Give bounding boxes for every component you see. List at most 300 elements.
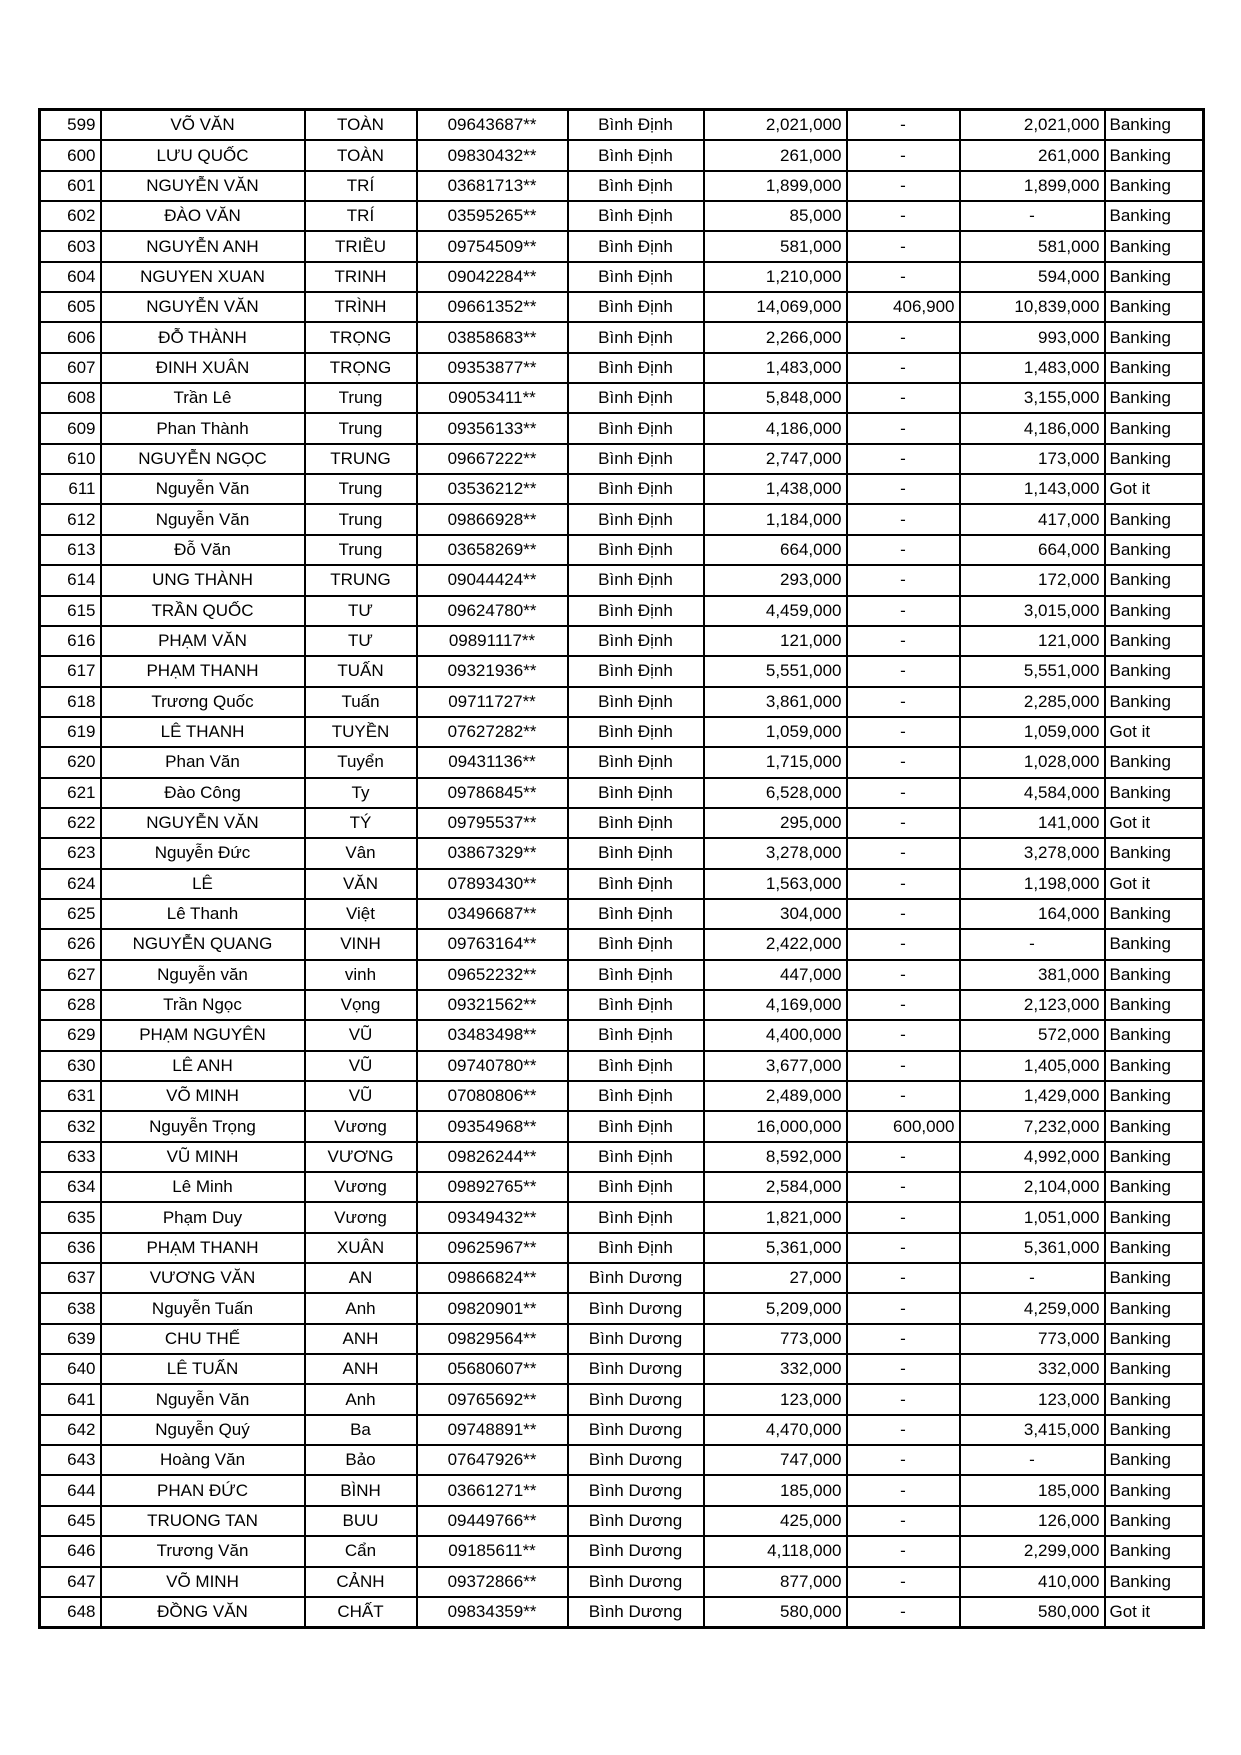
row-number-cell: 631 xyxy=(40,1081,101,1111)
table-row xyxy=(40,535,1204,565)
province-cell: Bình Định xyxy=(568,1111,704,1141)
amount-deduct-cell: - xyxy=(847,1475,960,1505)
phone-cell: 09643687** xyxy=(417,110,568,141)
first-name-cell: Anh xyxy=(305,1293,417,1323)
province-cell: Bình Dương xyxy=(568,1415,704,1445)
status-cell: Got it xyxy=(1105,474,1204,504)
status-cell: Banking xyxy=(1105,444,1204,474)
province-cell: Bình Định xyxy=(568,869,704,899)
amount-total-cell: 447,000 xyxy=(704,960,847,990)
table-row xyxy=(40,1263,1204,1293)
amount-total-cell: 4,169,000 xyxy=(704,990,847,1020)
phone-cell: 09711727** xyxy=(417,687,568,717)
phone-cell: 03661271** xyxy=(417,1475,568,1505)
amount-paid-cell: 664,000 xyxy=(960,535,1105,565)
amount-paid-cell: 1,143,000 xyxy=(960,474,1105,504)
phone-cell: 07080806** xyxy=(417,1081,568,1111)
phone-cell: 09372866** xyxy=(417,1567,568,1597)
amount-total-cell: 16,000,000 xyxy=(704,1111,847,1141)
amount-paid-cell: 332,000 xyxy=(960,1354,1105,1384)
table-row xyxy=(40,110,1204,141)
table-row xyxy=(40,778,1204,808)
amount-paid-cell: 580,000 xyxy=(960,1597,1105,1628)
amount-deduct-cell: - xyxy=(847,838,960,868)
amount-paid-cell: - xyxy=(960,201,1105,231)
last-name-cell: NGUYỄN ANH xyxy=(101,231,305,261)
amount-deduct-cell: - xyxy=(847,1172,960,1202)
row-number-cell: 647 xyxy=(40,1567,101,1597)
phone-cell: 07627282** xyxy=(417,717,568,747)
phone-cell: 09748891** xyxy=(417,1415,568,1445)
status-cell: Banking xyxy=(1105,262,1204,292)
first-name-cell: VƯƠNG xyxy=(305,1142,417,1172)
last-name-cell: NGUYỄN VĂN xyxy=(101,292,305,322)
last-name-cell: VÕ VĂN xyxy=(101,110,305,141)
province-cell: Bình Định xyxy=(568,383,704,413)
status-cell: Banking xyxy=(1105,1202,1204,1232)
last-name-cell: LÊ TUẤN xyxy=(101,1354,305,1384)
amount-deduct-cell: - xyxy=(847,1415,960,1445)
phone-cell: 09431136** xyxy=(417,747,568,777)
phone-cell: 09321936** xyxy=(417,656,568,686)
amount-paid-cell: 417,000 xyxy=(960,504,1105,534)
amount-deduct-cell: - xyxy=(847,1202,960,1232)
amount-paid-cell: 1,429,000 xyxy=(960,1081,1105,1111)
last-name-cell: Nguyễn văn xyxy=(101,960,305,990)
amount-total-cell: 1,899,000 xyxy=(704,171,847,201)
row-number-cell: 619 xyxy=(40,717,101,747)
status-cell: Banking xyxy=(1105,1293,1204,1323)
status-cell: Banking xyxy=(1105,1384,1204,1414)
amount-total-cell: 85,000 xyxy=(704,201,847,231)
amount-paid-cell: 993,000 xyxy=(960,322,1105,352)
amount-paid-cell: 164,000 xyxy=(960,899,1105,929)
first-name-cell: Tuyển xyxy=(305,747,417,777)
amount-total-cell: 877,000 xyxy=(704,1567,847,1597)
amount-deduct-cell: - xyxy=(847,929,960,959)
table-row xyxy=(40,444,1204,474)
row-number-cell: 601 xyxy=(40,171,101,201)
amount-total-cell: 1,210,000 xyxy=(704,262,847,292)
amount-total-cell: 5,848,000 xyxy=(704,383,847,413)
first-name-cell: TRINH xyxy=(305,262,417,292)
amount-total-cell: 121,000 xyxy=(704,626,847,656)
amount-total-cell: 4,400,000 xyxy=(704,1020,847,1050)
amount-paid-cell: 4,186,000 xyxy=(960,413,1105,443)
table-row xyxy=(40,869,1204,899)
row-number-cell: 622 xyxy=(40,808,101,838)
amount-deduct-cell: - xyxy=(847,1597,960,1628)
first-name-cell: Cẩn xyxy=(305,1536,417,1566)
province-cell: Bình Định xyxy=(568,899,704,929)
last-name-cell: CHU THẾ xyxy=(101,1324,305,1354)
last-name-cell: Nguyễn Văn xyxy=(101,474,305,504)
table-row xyxy=(40,808,1204,838)
amount-deduct-cell: - xyxy=(847,1324,960,1354)
table-row xyxy=(40,596,1204,626)
last-name-cell: PHẠM THANH xyxy=(101,656,305,686)
amount-deduct-cell: - xyxy=(847,474,960,504)
amount-deduct-cell: - xyxy=(847,353,960,383)
table-row xyxy=(40,960,1204,990)
amount-paid-cell: 1,051,000 xyxy=(960,1202,1105,1232)
province-cell: Bình Định xyxy=(568,565,704,595)
amount-deduct-cell: - xyxy=(847,1081,960,1111)
table-row xyxy=(40,1324,1204,1354)
amount-paid-cell: 1,405,000 xyxy=(960,1051,1105,1081)
row-number-cell: 642 xyxy=(40,1415,101,1445)
province-cell: Bình Định xyxy=(568,717,704,747)
first-name-cell: CẢNH xyxy=(305,1567,417,1597)
row-number-cell: 635 xyxy=(40,1202,101,1232)
table-row xyxy=(40,1384,1204,1414)
amount-total-cell: 2,021,000 xyxy=(704,110,847,141)
amount-total-cell: 6,528,000 xyxy=(704,778,847,808)
table-row xyxy=(40,383,1204,413)
table-row xyxy=(40,1081,1204,1111)
province-cell: Bình Định xyxy=(568,231,704,261)
table-row xyxy=(40,353,1204,383)
last-name-cell: VƯƠNG VĂN xyxy=(101,1263,305,1293)
status-cell: Banking xyxy=(1105,838,1204,868)
first-name-cell: Vọng xyxy=(305,990,417,1020)
status-cell: Banking xyxy=(1105,1051,1204,1081)
amount-deduct-cell: - xyxy=(847,322,960,352)
first-name-cell: TRÍ xyxy=(305,201,417,231)
amount-total-cell: 2,584,000 xyxy=(704,1172,847,1202)
first-name-cell: VINH xyxy=(305,929,417,959)
province-cell: Bình Định xyxy=(568,808,704,838)
last-name-cell: TRUONG TAN xyxy=(101,1506,305,1536)
province-cell: Bình Dương xyxy=(568,1354,704,1384)
row-number-cell: 610 xyxy=(40,444,101,474)
amount-deduct-cell: - xyxy=(847,869,960,899)
phone-cell: 09830432** xyxy=(417,140,568,170)
row-number-cell: 607 xyxy=(40,353,101,383)
amount-paid-cell: 2,123,000 xyxy=(960,990,1105,1020)
last-name-cell: ĐÀO VĂN xyxy=(101,201,305,231)
amount-paid-cell: - xyxy=(960,1445,1105,1475)
table-row xyxy=(40,474,1204,504)
table-row xyxy=(40,292,1204,322)
amount-total-cell: 1,821,000 xyxy=(704,1202,847,1232)
last-name-cell: ĐỖ THÀNH xyxy=(101,322,305,352)
row-number-cell: 625 xyxy=(40,899,101,929)
province-cell: Bình Dương xyxy=(568,1597,704,1628)
phone-cell: 09765692** xyxy=(417,1384,568,1414)
row-number-cell: 615 xyxy=(40,596,101,626)
first-name-cell: TRUNG xyxy=(305,565,417,595)
row-number-cell: 618 xyxy=(40,687,101,717)
amount-deduct-cell: - xyxy=(847,1536,960,1566)
status-cell: Banking xyxy=(1105,960,1204,990)
row-number-cell: 646 xyxy=(40,1536,101,1566)
first-name-cell: TRÌNH xyxy=(305,292,417,322)
province-cell: Bình Định xyxy=(568,990,704,1020)
phone-cell: 09349432** xyxy=(417,1202,568,1232)
first-name-cell: Ty xyxy=(305,778,417,808)
status-cell: Banking xyxy=(1105,322,1204,352)
row-number-cell: 637 xyxy=(40,1263,101,1293)
table-row xyxy=(40,899,1204,929)
province-cell: Bình Định xyxy=(568,1233,704,1263)
amount-deduct-cell: - xyxy=(847,140,960,170)
phone-cell: 09892765** xyxy=(417,1172,568,1202)
last-name-cell: VÕ MINH xyxy=(101,1081,305,1111)
status-cell: Banking xyxy=(1105,596,1204,626)
last-name-cell: VŨ MINH xyxy=(101,1142,305,1172)
first-name-cell: Vương xyxy=(305,1202,417,1232)
phone-cell: 09044424** xyxy=(417,565,568,595)
last-name-cell: PHẠM VĂN xyxy=(101,626,305,656)
row-number-cell: 623 xyxy=(40,838,101,868)
first-name-cell: TOÀN xyxy=(305,110,417,141)
status-cell: Banking xyxy=(1105,1475,1204,1505)
last-name-cell: Phan Văn xyxy=(101,747,305,777)
last-name-cell: TRẦN QUỐC xyxy=(101,596,305,626)
province-cell: Bình Định xyxy=(568,929,704,959)
amount-deduct-cell: - xyxy=(847,626,960,656)
phone-cell: 09354968** xyxy=(417,1111,568,1141)
amount-deduct-cell: - xyxy=(847,1384,960,1414)
amount-total-cell: 27,000 xyxy=(704,1263,847,1293)
table-row xyxy=(40,990,1204,1020)
phone-cell: 09042284** xyxy=(417,262,568,292)
province-cell: Bình Dương xyxy=(568,1324,704,1354)
province-cell: Bình Dương xyxy=(568,1445,704,1475)
last-name-cell: Nguyễn Văn xyxy=(101,1384,305,1414)
row-number-cell: 624 xyxy=(40,869,101,899)
table-row xyxy=(40,1567,1204,1597)
first-name-cell: Vương xyxy=(305,1111,417,1141)
amount-total-cell: 4,186,000 xyxy=(704,413,847,443)
amount-deduct-cell: - xyxy=(847,444,960,474)
amount-total-cell: 1,059,000 xyxy=(704,717,847,747)
amount-total-cell: 332,000 xyxy=(704,1354,847,1384)
amount-paid-cell: 4,259,000 xyxy=(960,1293,1105,1323)
amount-total-cell: 8,592,000 xyxy=(704,1142,847,1172)
phone-cell: 03858683** xyxy=(417,322,568,352)
table-row xyxy=(40,201,1204,231)
status-cell: Got it xyxy=(1105,808,1204,838)
amount-paid-cell: 5,361,000 xyxy=(960,1233,1105,1263)
last-name-cell: Lê Thanh xyxy=(101,899,305,929)
table-body xyxy=(40,110,1204,1628)
first-name-cell: AN xyxy=(305,1263,417,1293)
row-number-cell: 629 xyxy=(40,1020,101,1050)
first-name-cell: TRỌNG xyxy=(305,322,417,352)
province-cell: Bình Dương xyxy=(568,1293,704,1323)
phone-cell: 03536212** xyxy=(417,474,568,504)
table-row xyxy=(40,1445,1204,1475)
row-number-cell: 604 xyxy=(40,262,101,292)
status-cell: Banking xyxy=(1105,687,1204,717)
province-cell: Bình Định xyxy=(568,262,704,292)
province-cell: Bình Định xyxy=(568,838,704,868)
phone-cell: 09185611** xyxy=(417,1536,568,1566)
amount-paid-cell: - xyxy=(960,1263,1105,1293)
amount-total-cell: 4,459,000 xyxy=(704,596,847,626)
first-name-cell: TƯ xyxy=(305,626,417,656)
status-cell: Banking xyxy=(1105,1263,1204,1293)
first-name-cell: TRIỀU xyxy=(305,231,417,261)
row-number-cell: 602 xyxy=(40,201,101,231)
row-number-cell: 621 xyxy=(40,778,101,808)
status-cell: Banking xyxy=(1105,201,1204,231)
row-number-cell: 648 xyxy=(40,1597,101,1628)
phone-cell: 09826244** xyxy=(417,1142,568,1172)
status-cell: Banking xyxy=(1105,1111,1204,1141)
amount-paid-cell: 1,059,000 xyxy=(960,717,1105,747)
phone-cell: 03483498** xyxy=(417,1020,568,1050)
table-row xyxy=(40,838,1204,868)
table-row xyxy=(40,565,1204,595)
first-name-cell: TUẤN xyxy=(305,656,417,686)
row-number-cell: 608 xyxy=(40,383,101,413)
first-name-cell: vinh xyxy=(305,960,417,990)
last-name-cell: UNG THÀNH xyxy=(101,565,305,595)
province-cell: Bình Dương xyxy=(568,1475,704,1505)
province-cell: Bình Định xyxy=(568,1081,704,1111)
amount-total-cell: 295,000 xyxy=(704,808,847,838)
phone-cell: 09820901** xyxy=(417,1293,568,1323)
amount-total-cell: 2,489,000 xyxy=(704,1081,847,1111)
first-name-cell: Trung xyxy=(305,474,417,504)
table-row xyxy=(40,1142,1204,1172)
first-name-cell: CHẤT xyxy=(305,1597,417,1628)
amount-paid-cell: 572,000 xyxy=(960,1020,1105,1050)
row-number-cell: 634 xyxy=(40,1172,101,1202)
amount-deduct-cell: 406,900 xyxy=(847,292,960,322)
province-cell: Bình Dương xyxy=(568,1536,704,1566)
amount-deduct-cell: - xyxy=(847,1142,960,1172)
first-name-cell: TRÍ xyxy=(305,171,417,201)
last-name-cell: NGUYỄN VĂN xyxy=(101,171,305,201)
first-name-cell: Anh xyxy=(305,1384,417,1414)
amount-deduct-cell: - xyxy=(847,656,960,686)
last-name-cell: Trương Quốc xyxy=(101,687,305,717)
last-name-cell: ĐỒNG VĂN xyxy=(101,1597,305,1628)
first-name-cell: Bảo xyxy=(305,1445,417,1475)
phone-cell: 09449766** xyxy=(417,1506,568,1536)
amount-paid-cell: 2,104,000 xyxy=(960,1172,1105,1202)
table-row xyxy=(40,504,1204,534)
last-name-cell: VÕ MINH xyxy=(101,1567,305,1597)
amount-paid-cell: 172,000 xyxy=(960,565,1105,595)
last-name-cell: NGUYỄN VĂN xyxy=(101,808,305,838)
phone-cell: 07647926** xyxy=(417,1445,568,1475)
amount-total-cell: 3,677,000 xyxy=(704,1051,847,1081)
row-number-cell: 605 xyxy=(40,292,101,322)
amount-paid-cell: 581,000 xyxy=(960,231,1105,261)
amount-paid-cell: 1,198,000 xyxy=(960,869,1105,899)
first-name-cell: VŨ xyxy=(305,1081,417,1111)
province-cell: Bình Định xyxy=(568,171,704,201)
table-row xyxy=(40,1233,1204,1263)
amount-paid-cell: 141,000 xyxy=(960,808,1105,838)
status-cell: Banking xyxy=(1105,1081,1204,1111)
amount-deduct-cell: - xyxy=(847,808,960,838)
status-cell: Banking xyxy=(1105,353,1204,383)
first-name-cell: TRỌNG xyxy=(305,353,417,383)
amount-total-cell: 4,118,000 xyxy=(704,1536,847,1566)
phone-cell: 07893430** xyxy=(417,869,568,899)
status-cell: Banking xyxy=(1105,140,1204,170)
province-cell: Bình Định xyxy=(568,504,704,534)
province-cell: Bình Định xyxy=(568,1020,704,1050)
first-name-cell: Trung xyxy=(305,413,417,443)
amount-deduct-cell: - xyxy=(847,504,960,534)
amount-total-cell: 5,361,000 xyxy=(704,1233,847,1263)
row-number-cell: 638 xyxy=(40,1293,101,1323)
province-cell: Bình Định xyxy=(568,1202,704,1232)
row-number-cell: 645 xyxy=(40,1506,101,1536)
amount-deduct-cell: - xyxy=(847,687,960,717)
phone-cell: 03681713** xyxy=(417,171,568,201)
table-row xyxy=(40,656,1204,686)
phone-cell: 09829564** xyxy=(417,1324,568,1354)
amount-total-cell: 14,069,000 xyxy=(704,292,847,322)
table-row xyxy=(40,140,1204,170)
row-number-cell: 627 xyxy=(40,960,101,990)
amount-paid-cell: - xyxy=(960,929,1105,959)
province-cell: Bình Định xyxy=(568,353,704,383)
status-cell: Banking xyxy=(1105,504,1204,534)
amount-deduct-cell: - xyxy=(847,1233,960,1263)
table-row xyxy=(40,1202,1204,1232)
amount-deduct-cell: - xyxy=(847,596,960,626)
status-cell: Banking xyxy=(1105,1172,1204,1202)
last-name-cell: Nguyễn Văn xyxy=(101,504,305,534)
last-name-cell: NGUYỄN NGỌC xyxy=(101,444,305,474)
table-row xyxy=(40,929,1204,959)
last-name-cell: Hoàng Văn xyxy=(101,1445,305,1475)
amount-total-cell: 1,563,000 xyxy=(704,869,847,899)
last-name-cell: Nguyễn Quý xyxy=(101,1415,305,1445)
phone-cell: 09866824** xyxy=(417,1263,568,1293)
first-name-cell: Vân xyxy=(305,838,417,868)
amount-deduct-cell: - xyxy=(847,1445,960,1475)
status-cell: Banking xyxy=(1105,1324,1204,1354)
phone-cell: 09834359** xyxy=(417,1597,568,1628)
phone-cell: 09624780** xyxy=(417,596,568,626)
province-cell: Bình Định xyxy=(568,201,704,231)
status-cell: Banking xyxy=(1105,1233,1204,1263)
status-cell: Banking xyxy=(1105,626,1204,656)
amount-total-cell: 1,184,000 xyxy=(704,504,847,534)
status-cell: Banking xyxy=(1105,1142,1204,1172)
last-name-cell: Trương Văn xyxy=(101,1536,305,1566)
province-cell: Bình Định xyxy=(568,474,704,504)
province-cell: Bình Định xyxy=(568,596,704,626)
phone-cell: 09356133** xyxy=(417,413,568,443)
status-cell: Banking xyxy=(1105,1536,1204,1566)
status-cell: Banking xyxy=(1105,110,1204,141)
last-name-cell: Nguyễn Tuấn xyxy=(101,1293,305,1323)
amount-deduct-cell: - xyxy=(847,201,960,231)
province-cell: Bình Dương xyxy=(568,1263,704,1293)
status-cell: Got it xyxy=(1105,869,1204,899)
row-number-cell: 611 xyxy=(40,474,101,504)
province-cell: Bình Định xyxy=(568,747,704,777)
amount-deduct-cell: - xyxy=(847,1051,960,1081)
first-name-cell: BUU xyxy=(305,1506,417,1536)
amount-total-cell: 185,000 xyxy=(704,1475,847,1505)
last-name-cell: PHAN ĐỨC xyxy=(101,1475,305,1505)
status-cell: Banking xyxy=(1105,413,1204,443)
status-cell: Banking xyxy=(1105,1020,1204,1050)
amount-total-cell: 304,000 xyxy=(704,899,847,929)
